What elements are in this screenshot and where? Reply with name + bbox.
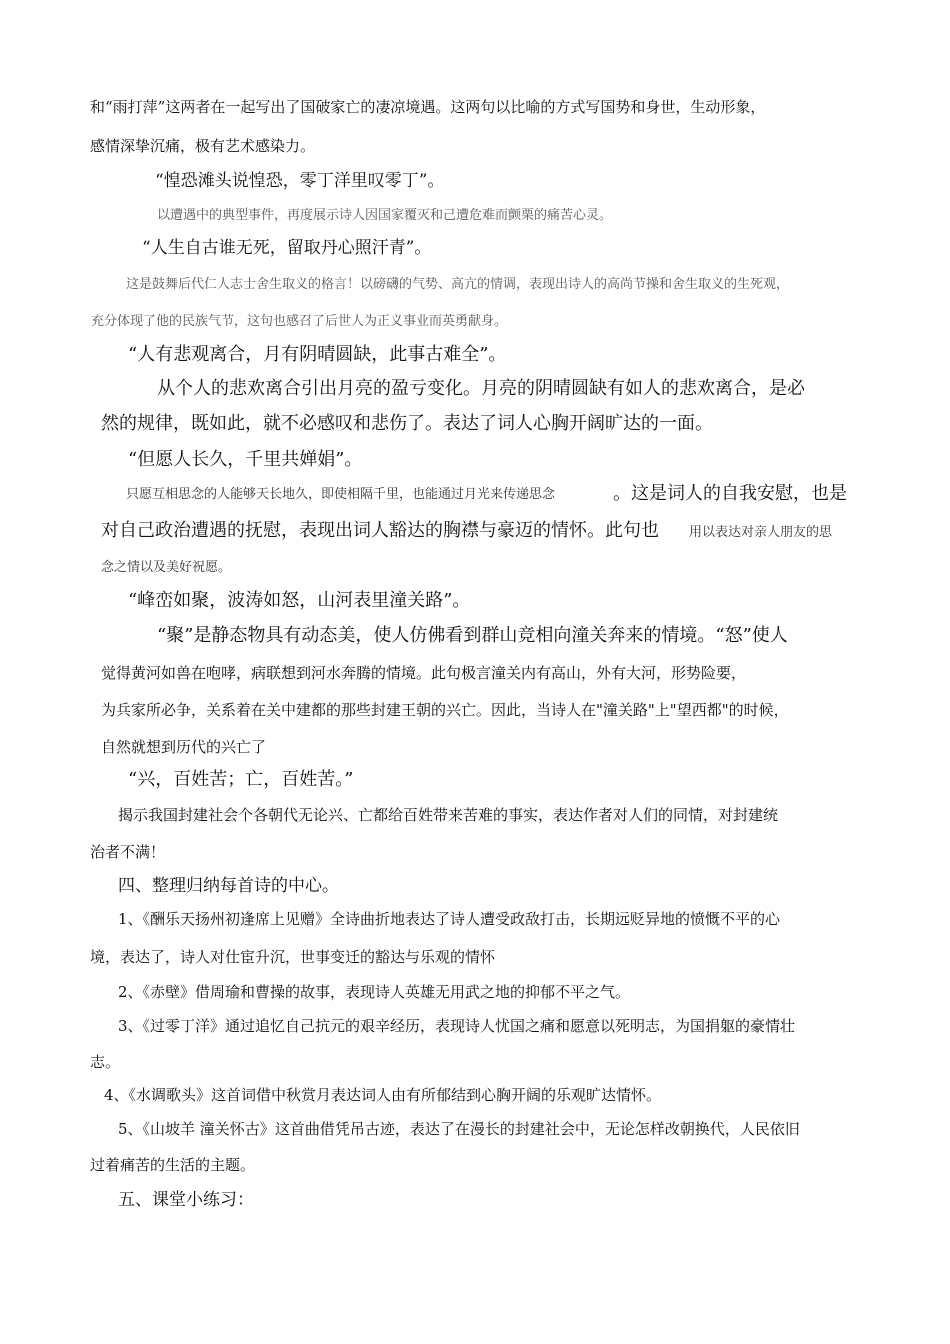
text-line: 觉得黄河如兽在咆哮，病联想到河水奔腾的情境。此句极言潼关内有高山，外有大河，形势险要， (101, 664, 747, 682)
text-line: 然的规律，既如此，就不必感叹和悲伤了。表达了词人心胸开阔旷达的一面。 (101, 413, 713, 434)
list-item: 3、《过零丁洋》通过追忆自己抗元的艰辛经历，表现诗人忧国之痛和愿意以死明志，为国捐躯的豪情壮 (118, 1017, 796, 1035)
text-line: 感情深挚沉痛，极有艺术感染力。 (90, 137, 316, 155)
list-item: 过着痛苦的生活的主题。 (90, 1156, 256, 1174)
quote-line: “兴，百姓苦；亡，百姓苦。” (128, 769, 354, 790)
text-line: 为兵家所必争，关系着在关中建都的那些封建王朝的兴亡。因此，当诗人在"潼关路"上"望西都"的时候， (101, 701, 789, 719)
list-item: 1、《酬乐天扬州初逢席上见赠》全诗曲折地表达了诗人遭受政敌打击，长期远贬异地的愤慨不平的心 (118, 910, 781, 928)
text-line: “聚”是静态物具有动态美，使人仿佛看到群山竞相向潼关奔来的情境。“怒”使人 (157, 625, 788, 646)
text-line: 揭示我国封建社会个各朝代无论兴、亡都给百姓带来苦难的事实，表达作者对人们的同情，对封建统 (118, 806, 779, 824)
text-line: 治者不满！ (90, 843, 166, 861)
list-item: 4、《水调歌头》这首词借中秋赏月表达词人由有所郁结到心胸开阔的乐观旷达情怀。 (104, 1086, 662, 1104)
annotation-line: 充分体现了他的民族气节，这句也感召了后世人为正义事业而英勇献身。 (91, 314, 508, 329)
quote-line: “惶恐滩头说惶恐，零丁洋里叹零丁”。 (155, 171, 445, 191)
annotation-line: 以遭遇中的典型事件，再度展示诗人因国家覆灭和己遭危难而颤栗的痛苦心灵。 (157, 208, 613, 223)
list-item: 5、《山坡羊 潼关怀古》这首曲借凭吊古迹，表达了在漫长的封建社会中，无论怎样改朝换代，人民依旧 (118, 1120, 800, 1138)
section-heading: 四、整理归纳每首诗的中心。 (118, 876, 339, 896)
annotation-line: 念之情以及美好祝愿。 (101, 560, 232, 575)
list-item: 志。 (90, 1053, 121, 1071)
list-item: 2、《赤壁》借周瑜和曹操的故事，表现诗人英雄无用武之地的抑郁不平之气。 (118, 983, 631, 1001)
text-line: 从个人的悲欢离合引出月亮的盈亏变化。月亮的阴晴圆缺有如人的悲欢离合，是必 (157, 378, 805, 399)
text-line: 。这是词人的自我安慰，也是 (613, 483, 847, 504)
section-heading: 五、课堂小练习： (118, 1190, 254, 1210)
annotation-line: 这是鼓舞后代仁人志士舍生取义的格言！以磅礴的气势、高亢的情调，表现出诗人的高尚节操和舍生取义的生死观， (126, 277, 790, 292)
quote-line: “人生自古谁无死，留取丹心照汗青”。 (142, 238, 432, 258)
text-line: 自然就想到历代的兴亡了 (101, 738, 267, 756)
quote-line: “人有悲观离合，月有阴晴圆缺，此事古难全”。 (128, 344, 507, 365)
quote-line: “峰峦如聚，波涛如怒，山河表里潼关路”。 (128, 590, 471, 611)
list-item: 境，表达了，诗人对仕宦升沉，世事变迁的豁达与乐观的情怀 (90, 948, 496, 966)
annotation-inline: 只愿互相思念的人能够天长地久，即使相隔千里，也能通过月光来传递思念 (126, 487, 556, 502)
quote-line: “但愿人长久，千里共婵娟”。 (128, 449, 363, 470)
annotation-inline: 用以表达对亲人朋友的思 (689, 525, 833, 540)
text-line: 对自己政治遭遇的抚慰，表现出词人豁达的胸襟与豪迈的情怀。此句也 (101, 520, 659, 541)
text-line: 和“雨打萍”这两者在一起写出了国破家亡的凄凉境遇。这两句以比喻的方式写国势和身世，生动形象， (90, 98, 766, 116)
